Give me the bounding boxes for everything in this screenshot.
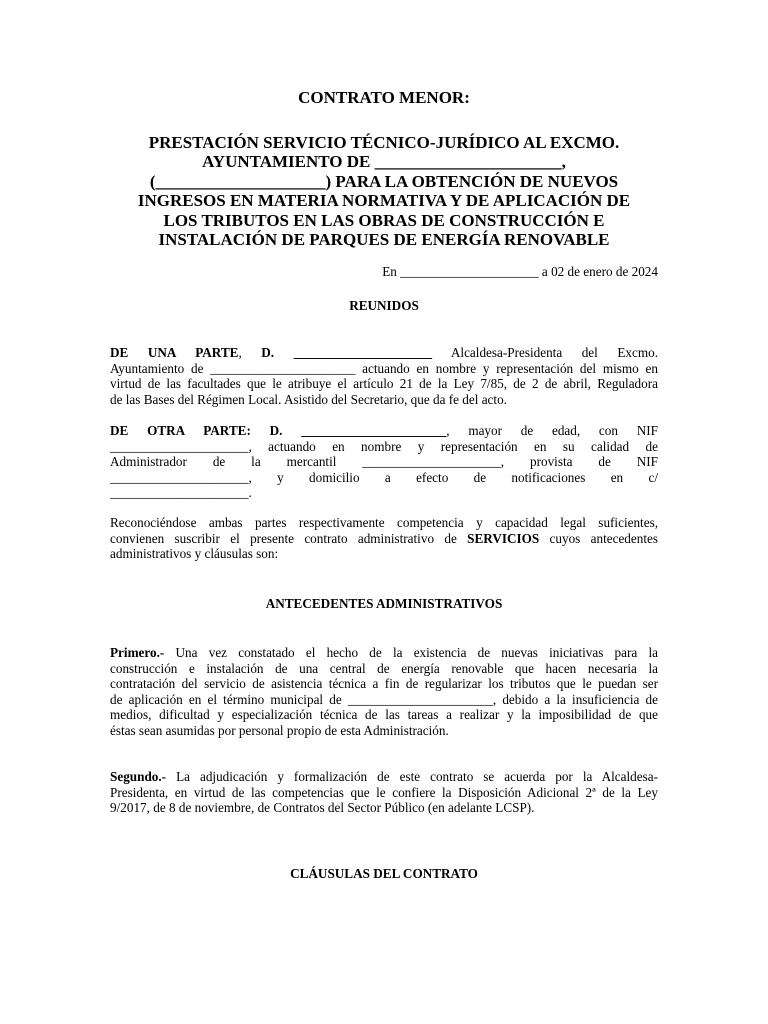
parte-2-paragraph: DE OTRA PARTE: D. ______________________, mayor de edad, con NIF _____________________, actuando en nombre y representación en su calidad de Administrador de la mercantil _____________________, provista de NIF _____________________, y domicilio a efecto de notificaciones en c/ _____________________. xyxy=(110,423,658,500)
antecedentes-heading: ANTECEDENTES ADMINISTRATIVOS xyxy=(265,596,503,611)
clausulas-heading: CLÁUSULAS DEL CONTRATO xyxy=(290,866,478,881)
subtitle-line: (____________________) PARA LA OBTENCIÓN DE NUEVOS xyxy=(149,172,619,191)
primero-paragraph: Primero.- Una vez constatado el hecho de la existencia de nuevas iniciativas para la construcción e instalación de una central de energía renovable que hacen necesaria la contratación del servicio de asistencia técnica a fin de regularizar los tributos que le puedan ser de aplicación en el término municipal de ______________________, debido a la insuficiencia de medios, dificultad y especialización técnica de las tareas a realizar y la imposibilidad de que éstas sean asumidas por personal propio de esta Administración. xyxy=(110,645,658,738)
parte-2-d: D. ______________________ xyxy=(250,423,447,438)
segundo-paragraph: Segundo.- La adjudicación y formalización de este contrato se acuerda por la Alcaldesa- Presidenta, en virtud de las competencias que le confiere la Disposición Adicional 2ª de la Ley 9/2017, de 8 de noviembre, de Contratos del Sector Público (en adelante LCSP). xyxy=(110,769,658,815)
subtitle-line: LOS TRIBUTOS EN LAS OBRAS DE CONSTRUCCIÓN E xyxy=(163,211,605,230)
place-date: En _____________________ a 02 de enero de 2024 xyxy=(382,264,658,279)
subtitle-line: PRESTACIÓN SERVICIO TÉCNICO-JURÍDICO AL EXCMO. xyxy=(148,133,620,152)
reunidos-heading: REUNIDOS xyxy=(349,298,419,313)
servicios-term: SERVICIOS xyxy=(467,530,540,546)
subtitle-line: INSTALACIÓN DE PARQUES DE ENERGÍA RENOVABLE xyxy=(158,230,610,249)
reconociendo-paragraph: Reconociéndose ambas partes respectivamente competencia y capacidad legal suficientes, convienen suscribir el presente contrato administrativo de SERVICIOS cuyos antecedentes administrativos y cláusulas son: xyxy=(110,515,658,561)
subtitle-line: INGRESOS EN MATERIA NORMATIVA Y DE APLICACIÓN DE xyxy=(137,191,631,210)
parte-1-label: DE UNA PARTE xyxy=(110,345,239,360)
document-title: CONTRATO MENOR: xyxy=(298,88,470,107)
parte-1-d: D. _____________________ xyxy=(261,345,433,360)
subtitle-line: AYUNTAMIENTO DE ______________________, xyxy=(202,152,566,171)
primero-label: Primero.- xyxy=(110,645,165,660)
parte-1-paragraph: DE UNA PARTE, D. _____________________ Alcaldesa-Presidenta del Excmo. Ayuntamiento de ______________________ actuando en nombre y representación del mismo en virtud de las facultades que le atribuye el artículo 21 de la Ley 7/85, de 2 de abril, Reguladora de las Bases del Régimen Local. Asistido del Secretario, que da fe del acto. xyxy=(110,345,658,407)
parte-2-label: DE OTRA PARTE: xyxy=(110,423,251,438)
segundo-label: Segundo.- xyxy=(110,769,167,784)
